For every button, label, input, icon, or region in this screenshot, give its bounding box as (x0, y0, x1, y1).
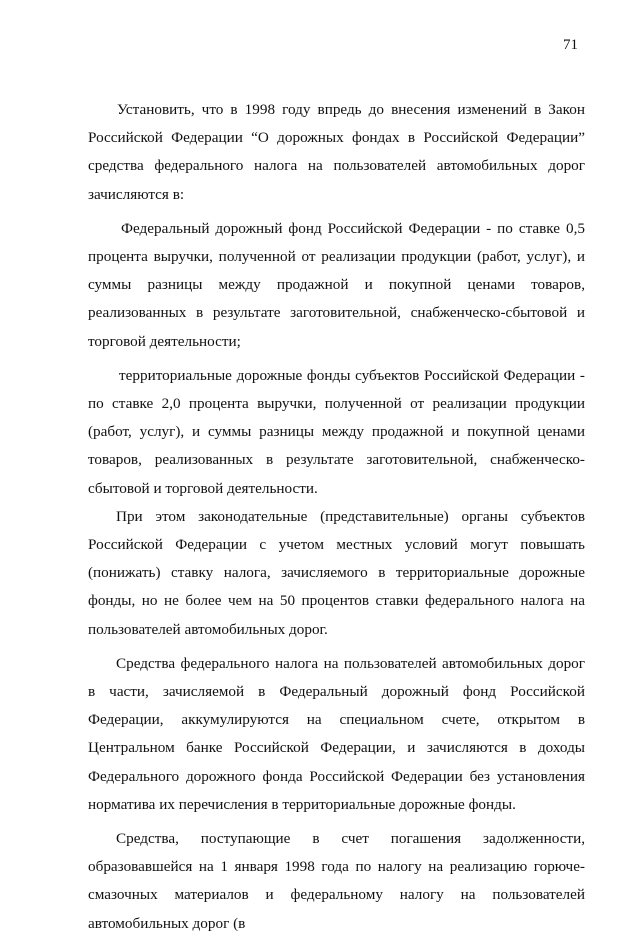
page-number: 71 (563, 37, 578, 53)
paragraph: Средства федерального налога на пользователей автомобильных дорог в части, зачисляемой в Федеральный дорожный фонд Российской Федерации, аккумулируются на специальном счете, открытом в Центральном банке Российской Федерации, и зачисляются в доходы Федерального дорожного фонда Российской Федерации без установления норматива их перечисления в территориальные дорожные фонды. (88, 654, 585, 813)
paragraph: Установить, что в 1998 году впредь до внесения изменений в Закон Российской Федерации “О дорожных фондах в Российской Федерации” средства федерального налога на пользователей автомобильных дорог зачисляются в: (88, 101, 585, 203)
paragraph: территориальные дорожные фонды субъектов Российской Федерации - по ставке 2,0 процента выручки, полученной от реализации продукции (работ, услуг), и суммы разницы между продажной и покупной ценами товаров, реализованных в результате заготовительной, снабженческо-сбытовой и торговой деятельности. (88, 366, 585, 497)
body-text (88, 96, 585, 938)
paragraph: Федеральный дорожный фонд Российской Федерации - по ставке 0,5 процента выручки, полученной от реализации продукции (работ, услуг), и суммы разницы между продажной и покупной ценами товаров, реализованных в результате заготовительной, снабженческо-сбытовой и торговой деятельности; (88, 219, 585, 350)
paragraph: При этом законодательные (представительные) органы субъектов Российской Федерации с учетом местных условий могут повышать (понижать) ставку налога, зачисляемого в территориальные дорожные фонды, но не более чем на 50 процентов ставки федерального налога на пользователей автомобильных дорог. (88, 507, 585, 638)
paragraph: Средства, поступающие в счет погашения задолженности, образовавшейся на 1 января 1998 года по налогу на реализацию горюче-смазочных материалов и федеральному налогу на пользователей автомобильных дорог (в (88, 830, 585, 932)
